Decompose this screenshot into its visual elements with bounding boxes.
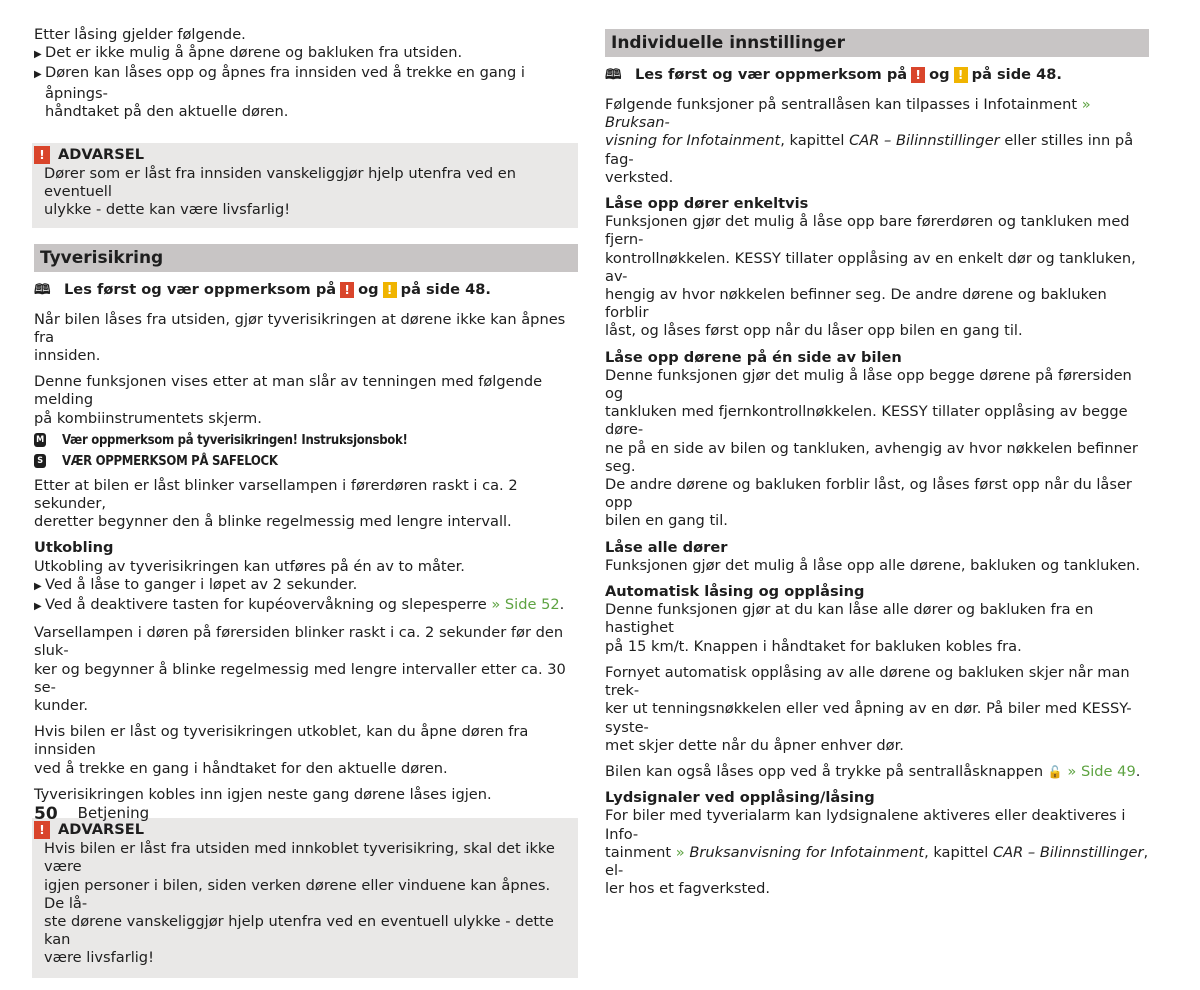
warning-box: ! ADVARSEL Hvis bilen er låst fra utsiden med innkoblet tyverisikring, skal det ikke være igjen personer i bilen, siden verken dørene eller vinduene kan åpnes. De lå- ste dørene vanskeliggjør hjelp utenfra ved en eventuell ulykke - dette kan være livsfarlig!	[32, 818, 578, 977]
bullet-item: ▶ Det er ikke mulig å åpne dørene og bakluken fra utsiden.	[34, 44, 578, 64]
warning-icon: !	[34, 821, 50, 839]
paragraph: Tyverisikringen kobles inn igjen neste gang dørene låses igjen.	[34, 785, 492, 803]
warning-icon: !	[911, 67, 925, 83]
warning-text: Dører som er låst fra innsiden vanskeliggjør hjelp utenfra ved en eventuell	[44, 165, 516, 201]
page-number: 50	[34, 804, 58, 824]
subheading: Automatisk låsing og opplåsing	[605, 583, 865, 601]
paragraph: Denne funksjonen gjør det mulig å låse opp begge dørene på førersiden og tankluken med fjernkontrollnøkkelen. KESSY tillater opplåsing av begge døre- ne på en side av bilen og tankluken, avhengig av hvor nøkkelen befinner seg. De andre dørene og bakluken forblir låst, og låses først opp når du låser opp bilen en gang til.	[605, 366, 1138, 530]
page-link[interactable]: » Side 49	[1067, 762, 1136, 780]
paragraph: Hvis bilen er låst og tyverisikringen utkoblet, kan du åpne døren fra innsiden ved å trekke en gang i håndtaket for den aktuelle døren.	[34, 723, 529, 777]
caution-icon: !	[954, 67, 968, 83]
read-first-note: 🕮 Les først og vær oppmerksom på ! og ! på side 48.	[605, 66, 1062, 83]
unlock-icon: 🔓	[1047, 764, 1063, 779]
paragraph: Når bilen låses fra utsiden, gjør tyverisikringen at dørene ikke kan åpnes fra innsiden.	[34, 310, 566, 365]
paragraph: Varsellampen i døren på førersiden blinker raskt i ca. 2 sekunder før den sluk- ker og begynner å blinke regelmessig med lengre intervaller etter ca. 30 se- kunder.	[34, 624, 566, 715]
warning-title: ADVARSEL	[58, 146, 145, 164]
page-link[interactable]: » Side 52	[491, 596, 560, 614]
read-first-note: 🕮 Les først og vær oppmerksom på ! og ! på side 48.	[34, 280, 491, 298]
warning-box	[32, 143, 578, 228]
subheading: Låse opp dørene på én side av bilen	[605, 348, 902, 366]
bullet-item: ▶ Døren kan låses opp og åpnes fra innsiden ved å trekke en gang i åpnings-	[34, 64, 525, 102]
paragraph: For biler med tyverialarm kan lydsignalene aktiveres eller deaktiveres i Info- tainment » Bruksanvisning for Infotainment, kapittel CAR – Bilinnstillinger, el- ler hos et fagverksted.	[605, 807, 1149, 898]
paragraph: Funksjonen gjør det mulig å låse opp bare førerdøren og tankluken med fjern- kontrollnøkkelen. KESSY tillater opplåsing av en enkelt dør og tankluken, av- hengig av hvor nøkkelen befinner seg. De andre dørene og bakluken forblir låst, og låses først opp når du låser opp bilen en gang til.	[605, 213, 1136, 340]
warning-text: ulykke - dette kan være livsfarlig!	[44, 201, 291, 219]
bullet-item: ▶ Ved å låse to ganger i løpet av 2 sekunder.	[34, 576, 578, 596]
intro-text: Etter låsing gjelder følgende.	[34, 26, 246, 43]
display-message: M Vær oppmerksom på tyverisikringen! Instruksjonsbok!	[34, 430, 578, 451]
display-marker-icon: S	[34, 454, 46, 468]
display-message: S VÆR OPPMERKSOM PÅ SAFELOCK	[34, 451, 578, 472]
book-icon: 🕮	[605, 67, 622, 83]
paragraph: Utkobling av tyverisikringen kan utføres på én av to måter.	[34, 557, 465, 575]
page-link[interactable]: »	[1081, 96, 1091, 113]
warning-icon: !	[340, 282, 354, 298]
paragraph: Denne funksjonen gjør at du kan låse alle dører og bakluken fra en hastighet på 15 km/t. Knappen i håndtaket for bakluken kobles fra.	[605, 601, 1094, 655]
warning-title: ADVARSEL	[58, 821, 145, 839]
page-link[interactable]: »	[675, 843, 685, 861]
subheading: Lydsignaler ved opplåsing/låsing	[605, 789, 875, 807]
section-title: Individuelle innstillinger	[605, 29, 1149, 57]
subheading: Utkobling	[34, 539, 114, 557]
subheading: Låse alle dører	[605, 538, 728, 556]
paragraph: Fornyet automatisk opplåsing av alle dørene og bakluken skjer når man trek- ker ut tenningsnøkkelen eller ved åpning av en dør. På biler med KESSY-syste- met skjer dette når du åpner enhver dør.	[605, 663, 1132, 754]
right-column	[605, 29, 1149, 906]
section-title: Tyverisikring	[34, 244, 578, 272]
book-icon: 🕮	[34, 281, 51, 298]
caution-icon: !	[383, 282, 397, 298]
chapter-name: Betjening	[77, 804, 150, 822]
paragraph: Etter at bilen er låst blinker varsellampen i førerdøren raskt i ca. 2 sekunder, deretter begynner den å blinke regelmessig med lengre intervall.	[34, 476, 518, 531]
triangle-icon: ▶	[34, 49, 42, 61]
paragraph: Følgende funksjoner på sentrallåsen kan tilpasses i Infotainment » Bruksan- visning for Infotainment, kapittel CAR – Bilinnstillinger eller stilles inn på fag- verksted.	[605, 96, 1134, 186]
warning-icon: !	[34, 146, 50, 164]
paragraph: Funksjonen gjør det mulig å låse opp alle dørene, bakluken og tankluken.	[605, 556, 1141, 574]
triangle-icon: ▶	[34, 69, 42, 81]
bullet-continuation: håndtaket på den aktuelle døren.	[45, 102, 289, 120]
subheading: Låse opp dører enkeltvis	[605, 195, 809, 213]
paragraph: Denne funksjonen vises etter at man slår av tenningen med følgende melding på kombiinstrumentets skjerm.	[34, 373, 543, 427]
paragraph: Bilen kan også låses opp ved å trykke på sentrallåsknappen 🔓 » Side 49.	[605, 762, 1141, 780]
triangle-icon: ▶	[34, 601, 42, 613]
bullet-item: ▶ Ved å deaktivere tasten for kupéovervåkning og slepesperre » Side 52.	[34, 596, 578, 616]
triangle-icon: ▶	[34, 580, 42, 592]
display-marker-icon: M	[34, 433, 46, 447]
page-footer	[34, 804, 149, 824]
